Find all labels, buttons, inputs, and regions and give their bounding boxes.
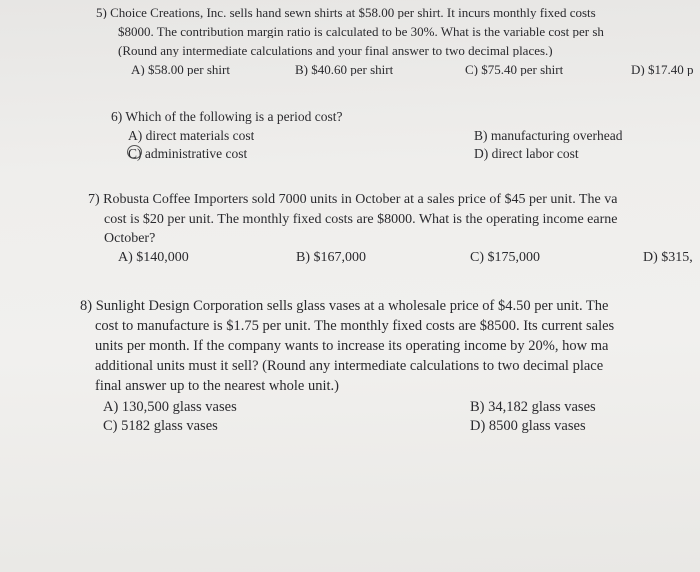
q8-line-5: final answer up to the nearest whole unit.) [95,379,340,394]
q8-option-d: D) 8500 glass vases [470,419,586,434]
q7-option-d: D) $315, [643,251,693,265]
q7-line-3: October? [104,232,156,246]
q7-line-2: cost is $20 per unit. The monthly fixed costs are $8000. What is the operating income earne [104,213,618,227]
q6-option-a: A) direct materials cost [128,129,255,143]
q7-option-a: A) $140,000 [118,251,189,265]
q8-option-a: A) 130,500 glass vases [103,400,237,415]
q8-line-1: 8) Sunlight Design Corporation sells glass vases at a wholesale price of $4.50 per unit. The [80,299,609,314]
q5-option-c: C) $75.40 per shirt [465,63,564,76]
q6-option-b: B) manufacturing overhead [474,129,623,143]
q8-line-2: cost to manufacture is $1.75 per unit. The monthly fixed costs are $8500. Its current sales [95,319,615,334]
q7-line-1: 7) Robusta Coffee Importers sold 7000 units in October at a sales price of $45 per unit. The va [88,193,618,207]
q8-option-c: C) 5182 glass vases [103,419,218,434]
q5-option-a: A) $58.00 per shirt [131,63,230,76]
q5-line-1: 5) Choice Creations, Inc. sells hand sewn shirts at $58.00 per shirt. It incurs monthly fixed costs [96,6,596,19]
q8-line-4: additional units must it sell? (Round any intermediate calculations to two decimal place [95,359,604,374]
q6-question: 6) Which of the following is a period cost? [111,110,343,124]
q5-option-b: B) $40.60 per shirt [295,63,394,76]
q8-line-3: units per month. If the company wants to increase its operating income by 20%, how ma [95,339,609,354]
q5-option-d: D) $17.40 p [631,63,694,76]
q6-option-d: D) direct labor cost [474,147,579,161]
q5-line-2: $8000. The contribution margin ratio is calculated to be 30%. What is the variable cost per sh [118,25,604,38]
q7-option-b: B) $167,000 [296,251,366,265]
q6-option-c: C) administrative cost [128,147,248,161]
q7-option-c: C) $175,000 [470,251,540,265]
q8-option-b: B) 34,182 glass vases [470,400,596,415]
q5-line-3: (Round any intermediate calculations and your final answer to two decimal places.) [118,44,553,57]
